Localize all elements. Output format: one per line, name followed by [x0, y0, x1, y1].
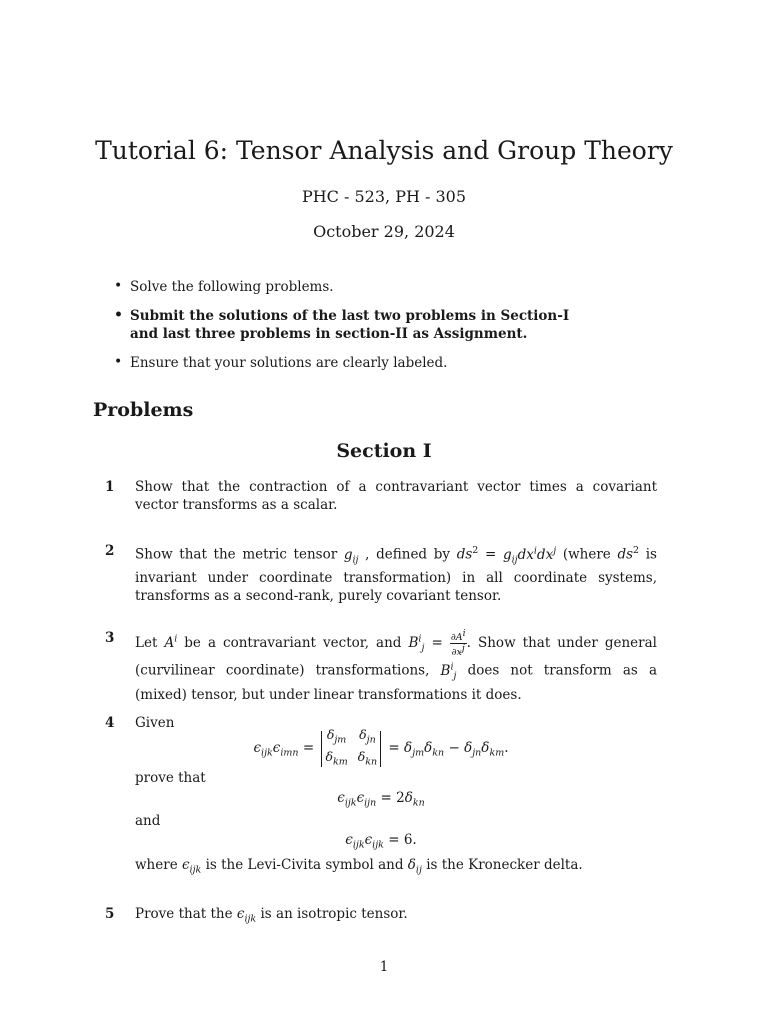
list-item: • Ensure that your solutions are clearly labeled.: [114, 354, 448, 371]
problem-where: where $\epsilon_{ijk}$ is the Levi-Civita symbol and $\delta_{ij}$ is the Kronecker delta.: [135, 857, 583, 876]
problem-number: 4: [105, 715, 115, 731]
problem-text: Show that the metric tensor $g_{ij}$ , defined by $ds^2 = g_{ij}dx^idx^j$ (where $ds^2$ is invariant under coordinate transformation) in all coordinate systems, transforms as a second-rank, purely covariant tensor.: [135, 545, 657, 605]
bullet-icon: •: [114, 278, 123, 294]
problems-heading: Problems: [93, 399, 194, 421]
list-item: • Solve the following problems.: [114, 278, 334, 295]
problem-number: 5: [105, 906, 115, 922]
course-codes: PHC - 523, PH - 305: [301, 187, 467, 206]
bullet-icon: •: [114, 307, 123, 323]
problem-given: Given: [135, 715, 175, 731]
problem-text: Prove that the $\epsilon_{ijk}$ is an isotropic tensor.: [135, 906, 408, 925]
problem-number: 1: [105, 479, 115, 495]
problem-and: and: [135, 813, 161, 829]
determinant: $\delta_{jm}$ $\delta_{jn}$ $\delta_{km}$ $\delta_{kn}$: [318, 727, 384, 770]
problem-number: 3: [105, 630, 115, 646]
determinant-equation: $\epsilon_{ijk}\epsilon_{imn}$ = $\delta_{jm}$ $\delta_{jn}$ $\delta_{km}$ $\delta_{kn}$ = $\delta_{jm}\delta_{kn} - \delta_{jn}\delta_{km}$.: [105, 727, 657, 770]
problem-number: 2: [105, 543, 115, 559]
problem-4: [105, 714, 657, 876]
problem-prove: prove that: [135, 770, 206, 786]
contraction-equation: $\epsilon_{ijk}\epsilon_{ijn} = 2\delta_{kn}$: [337, 790, 425, 809]
document-date: October 29, 2024: [313, 222, 455, 241]
bullet-icon: •: [114, 354, 123, 370]
document-title: Tutorial 6: Tensor Analysis and Group Theory: [95, 136, 673, 165]
problem-text: Let $A^i$ be a contravariant vector, and $B^i_j$ = $\frac{\partial A^i}{\partial x^j}$ . Show that under general (curvilinear coordinate) transformations, $B^i_j$ does not transform as a (mixed) tensor, but under linear transformations it does.: [135, 628, 657, 703]
list-item: • Submit the solutions of the last two problems in Section-I and last three problems in section-II as Assignment.: [114, 307, 570, 342]
section-heading: Section I: [336, 440, 432, 462]
fraction: $\frac{\partial A^i}{\partial x^j}$: [450, 628, 466, 659]
problem-1: [105, 478, 657, 514]
problem-text: Show that the contraction of a contravariant vector times a covariant vector transforms as a scalar.: [135, 479, 657, 513]
page-number: 1: [379, 959, 389, 975]
problem-5: [105, 905, 657, 929]
problem-2: [105, 542, 657, 605]
problem-3: [105, 629, 657, 704]
instructions-list: [114, 278, 594, 383]
full-contraction-equation: $\epsilon_{ijk}\epsilon_{ijk} = 6$.: [345, 832, 417, 851]
